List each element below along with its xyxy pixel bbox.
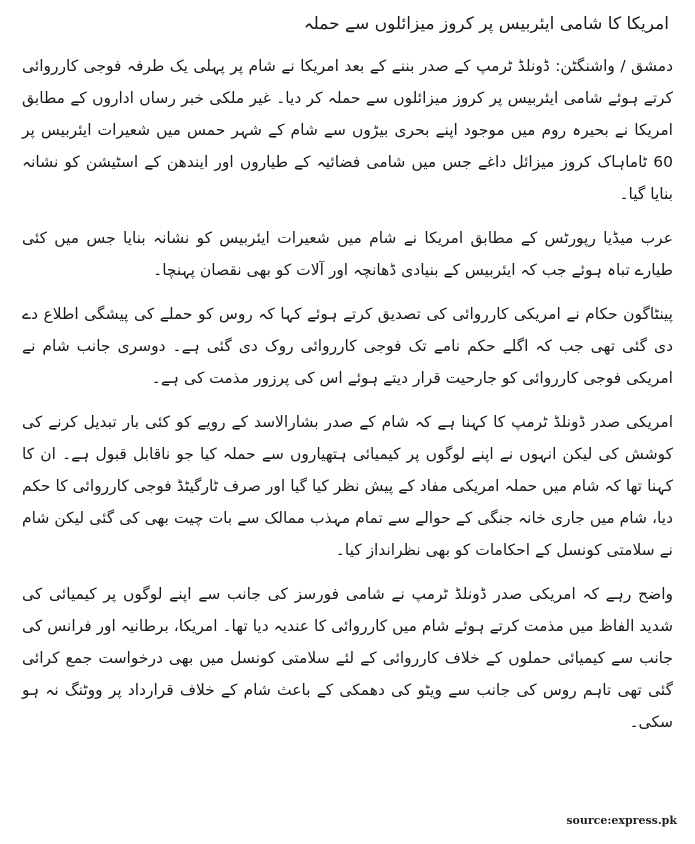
article-headline: امریکا کا شامی ایئربیس پر کروز میزائلوں سے حملہ [303, 14, 669, 34]
article-paragraph-5: واضح رہے کہ امریکی صدر ڈونلڈ ٹرمپ نے شامی فورسز کی جانب سے اپنے لوگوں پر کیمیائی کی شدید الفاظ میں مذمت کرتے ہوئے شام میں کارروائی کا عندیہ دیا تھا۔ امریکا، برطانیہ اور فرانس کی جانب سے کیمیائی حملوں کے خلاف کارروائی کے لئے سلامتی کونسل میں بھی درخواست جمع کرائی گئی تھی تاہم روس کی جانب سے ویٹو کی دھمکی کے باعث شام کے خلاف قرارداد پر ووٹنگ نہ ہو سکی۔ [22, 585, 673, 731]
article-paragraph-2: عرب میڈیا رپورٹس کے مطابق امریکا نے شام میں شعیرات ایئربیس کو نشانہ بنایا جس میں کئی طیارے تباہ ہوئے جب کہ ایئربیس کے بنیادی ڈھانچہ اور آلات کو بھی نقصان پہنچا۔ [22, 229, 673, 279]
article-paragraph-4: امریکی صدر ڈونلڈ ٹرمپ کا کہنا ہے کہ شام کے صدر بشارالاسد کے رویے کو کئی بار تبدیل کرنے کی کوشش کی لیکن انہوں نے اپنے لوگوں پر کیمیائی ہتھیاروں سے حملہ کیا جو ناقابل قبول ہے۔ ان کا کہنا تھا کہ شام میں حملہ امریکی مفاد کے پیش نظر کیا گیا اور صرف ٹارگیٹڈ فوجی کارروائی کا حکم دیا، شام میں جاری خانہ جنگی کے حوالے سے تمام مہذب ممالک سے بات چیت بھی کی گئی لیکن شام نے سلامتی کونسل کے احکامات کو بھی نظرانداز کیا۔ [22, 413, 673, 559]
article-paragraph-1: دمشق / واشنگٹن: ڈونلڈ ٹرمپ کے صدر بننے کے بعد امریکا نے شام پر پہلی یک طرفہ فوجی کارروائی کرتے ہوئے شامی ایئربیس پر کروز میزائلوں سے حملہ کر دیا۔ غیر ملکی خبر رساں اداروں کے مطابق امریکا نے بحیرہ روم میں موجود اپنے بحری بیڑوں سے شام کے شہر حمس میں شعیرات ایئربیس پر 60 ٹاماہاک کروز میزائل داغے جس میں شامی فضائیہ کے طیاروں اور ایندھن کے اسٹیشن کو نشانہ بنایا گیا۔ [22, 57, 673, 203]
article-paragraph-3: پینٹاگون حکام نے امریکی کارروائی کی تصدیق کرتے ہوئے کہا کہ روس کو حملے کی پیشگی اطلاع دے دی گئی تھی جب کہ اگلے حکم نامے تک فوجی کارروائی روک دی گئی ہے۔ دوسری جانب شام نے امریکی فوجی کارروائی کو جارحیت قرار دیتے ہوئے اس کی پرزور مذمت کی ہے۔ [22, 305, 673, 387]
source-credit: source:express.pk [566, 814, 677, 827]
